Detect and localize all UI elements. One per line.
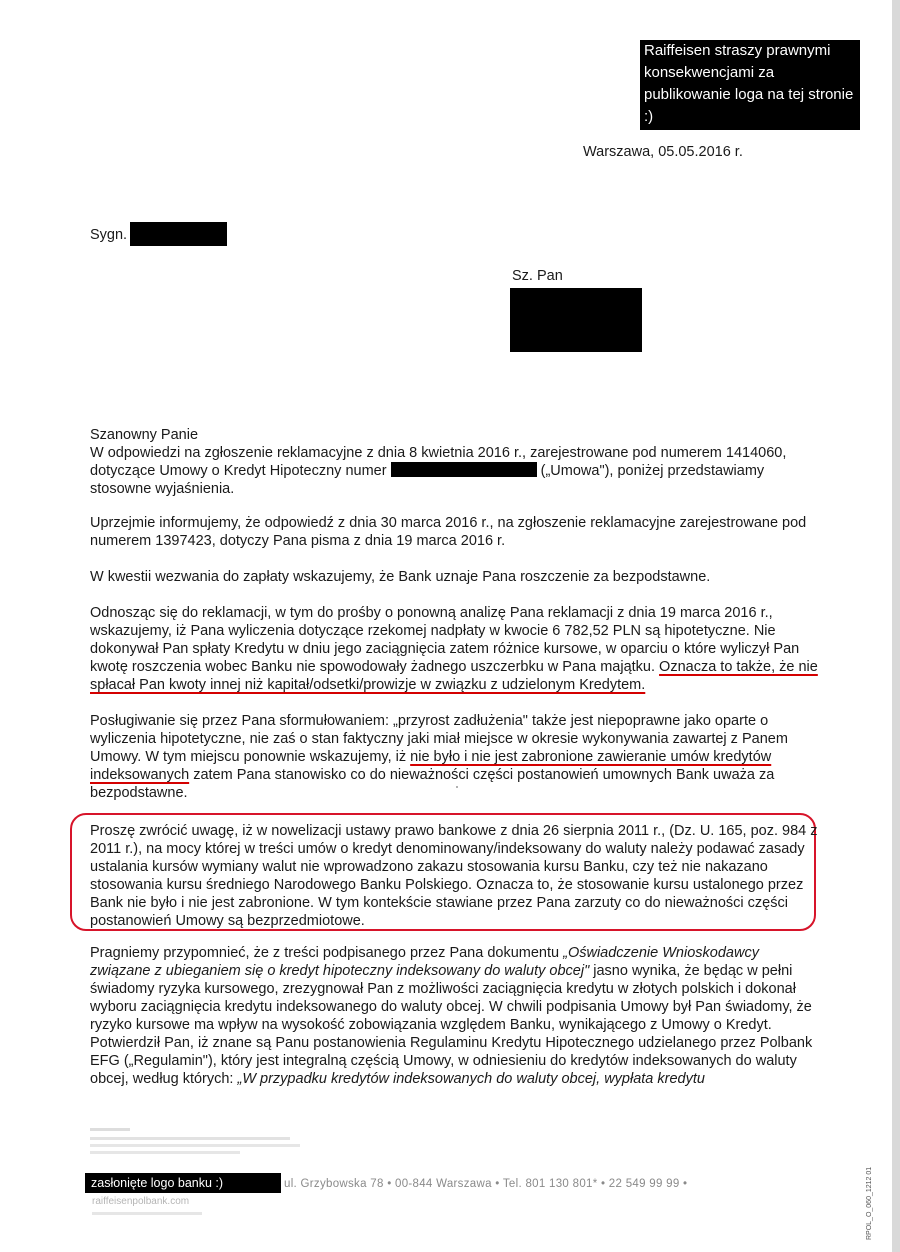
paragraph-5-underlined: nie było i nie jest zabronione zawieranie umów kredytów indeksowanych [90, 749, 772, 783]
redacted-contract-number [391, 462, 537, 477]
footer-website: raiffeisenpolbank.com [92, 1196, 190, 1207]
paragraph-5 [90, 712, 818, 802]
paragraph-5-text-a: Posługiwanie się przez Pana sformułowaniem: „przyrost zadłużenia" także jest niepoprawne jako oparte o wyliczenia hipotetyczne, nie zaś o stan faktyczny jaki miał miejsce w okresie wykonywania zawartej z Panem Umowy. W tym miejscu ponownie wskazujemy, iż [90, 713, 788, 765]
paragraph-1-text-b: („Umowa"), poniżej przedstawiamy stosowne wyjaśnienia. [90, 463, 765, 497]
paragraph-7 [90, 944, 818, 1088]
paragraph-5-text-c: zatem Pana stanowisko co do nieważności części postanowień umownych Bank uważa za bezpodstawne. [90, 767, 775, 801]
paragraph-1 [90, 444, 818, 498]
redacted-address [510, 288, 642, 352]
paragraph-1-text-a: W odpowiedzi na zgłoszenie reklamacyjne z dnia 8 kwietnia 2016 r., zarejestrowane pod numerem 1414060, dotyczące Umowy o Kredyt Hipoteczny numer [90, 445, 787, 479]
paragraph-6: Proszę zwrócić uwagę, iż w nowelizacji ustawy prawo bankowe z dnia 26 sierpnia 2011 r., (Dz. U. 165, poz. 984 z 2011 r.), na mocy której w treści umów o kredyt denominowany/indeksowany do waluty należy podawać zasady ustalania kursów wymiany walut nie wprowadzono zakazu stosowania kursu Banku, czy też nie nakazano stosowania kursu średniego Narodowego Banku Polskiego. Oznacza to, że stosowanie kursu ustalonego przez Bank nie było i nie jest zabronione. W tym kontekście stawiane przez Pana zarzuty co do nieważności części postanowień Umowy są bezprzedmiotowe. [90, 823, 818, 929]
bottom-annotation-note: zasłonięte logo banku :) [85, 1173, 281, 1193]
paragraph-4-underlined: Oznacza to także, że nie spłacał Pan kwoty innej niż kapitał/odsetki/prowizje w związku z udzielonym Kredytem. [90, 659, 818, 693]
reference-label: Sygn. [90, 227, 128, 243]
paragraph-7-document-title: „Oświadczenie Wnioskodawcy związane z ubieganiem się o kredyt hipoteczny indeksowany do waluty obcej" [90, 945, 759, 979]
paragraph-4-text-a: Odnosząc się do reklamacji, w tym do prośby o ponowną analizę Pana reklamacji z dnia 19 marca 2016 r., wskazujemy, iż Pana wyliczenia dotyczące rzekomej nadpłaty w kwocie 6 782,52 PLN są hipotetyczne. Nie dokonywał Pan spłaty Kredytu w dniu jego zaciągnięcia zatem różnice kursowe, w oparciu o które wyliczył Pan kwotę roszczenia wobec Banku nie spowodowały żadnego uszczerbku w Pana majątku. [90, 605, 800, 675]
footer-address: ul. Grzybowska 78 • 00-844 Warszawa • Tel. 801 130 801* • 22 549 99 99 • [284, 1178, 688, 1190]
scan-speck [456, 786, 458, 788]
footer-faint-lines [90, 1128, 320, 1154]
paragraph-7-quote: „W przypadku kredytów indeksowanych do waluty obcej, wypłata kredytu [237, 1071, 705, 1087]
paragraph-3: W kwestii wezwania do zapłaty wskazujemy, że Bank uznaje Pana roszczenie za bezpodstawne. [90, 569, 711, 585]
redacted-reference [130, 222, 227, 246]
scan-edge [892, 0, 900, 1252]
paragraph-2: Uprzejmie informujemy, że odpowiedź z dnia 30 marca 2016 r., na zgłoszenie reklamacyjne zarejestrowane pod numerem 1397423, dotyczy Pana pisma z dnia 19 marca 2016 r. [90, 515, 807, 549]
paragraph-7-text-c: jasno wynika, że będąc w pełni świadomy ryzyka kursowego, zrezygnował Pan z możliwości zaciągnięcia kredytu w złotych polskich i dokonał wyboru zaciągnięcia kredytu indeksowanego do waluty obcej. W chwili podpisania Umowy był Pan świadomy, że ryzyko kursowe ma wpływ na wysokość zobowiązania względem Banku, wynikającego z Umowy o Kredyt. Potwierdził Pan, iż znane są Panu postanowienia Regulaminu Kredytu Hipotecznego udzielanego przez Polbank EFG („Regulamin"), który jest integralną częścią Umowy, w odniesieniu do kredytów indeksowanych do waluty obcej, według których: [90, 963, 813, 1087]
document-code: RPOL_O_060_1212 01 [866, 1166, 873, 1240]
letter-date: Warszawa, 05.05.2016 r. [583, 144, 743, 160]
paragraph-7-text-a: Pragniemy przypomnieć, że z treści podpisanego przez Pana dokumentu [90, 945, 560, 961]
addressee-label: Sz. Pan [512, 268, 563, 284]
salutation: Szanowny Panie [90, 427, 199, 443]
top-annotation-note: Raiffeisen straszy prawnymi konsekwencjami za publikowanie loga na tej stronie :) [640, 40, 860, 130]
paragraph-4 [90, 604, 818, 694]
footer-faint-line [92, 1212, 202, 1215]
